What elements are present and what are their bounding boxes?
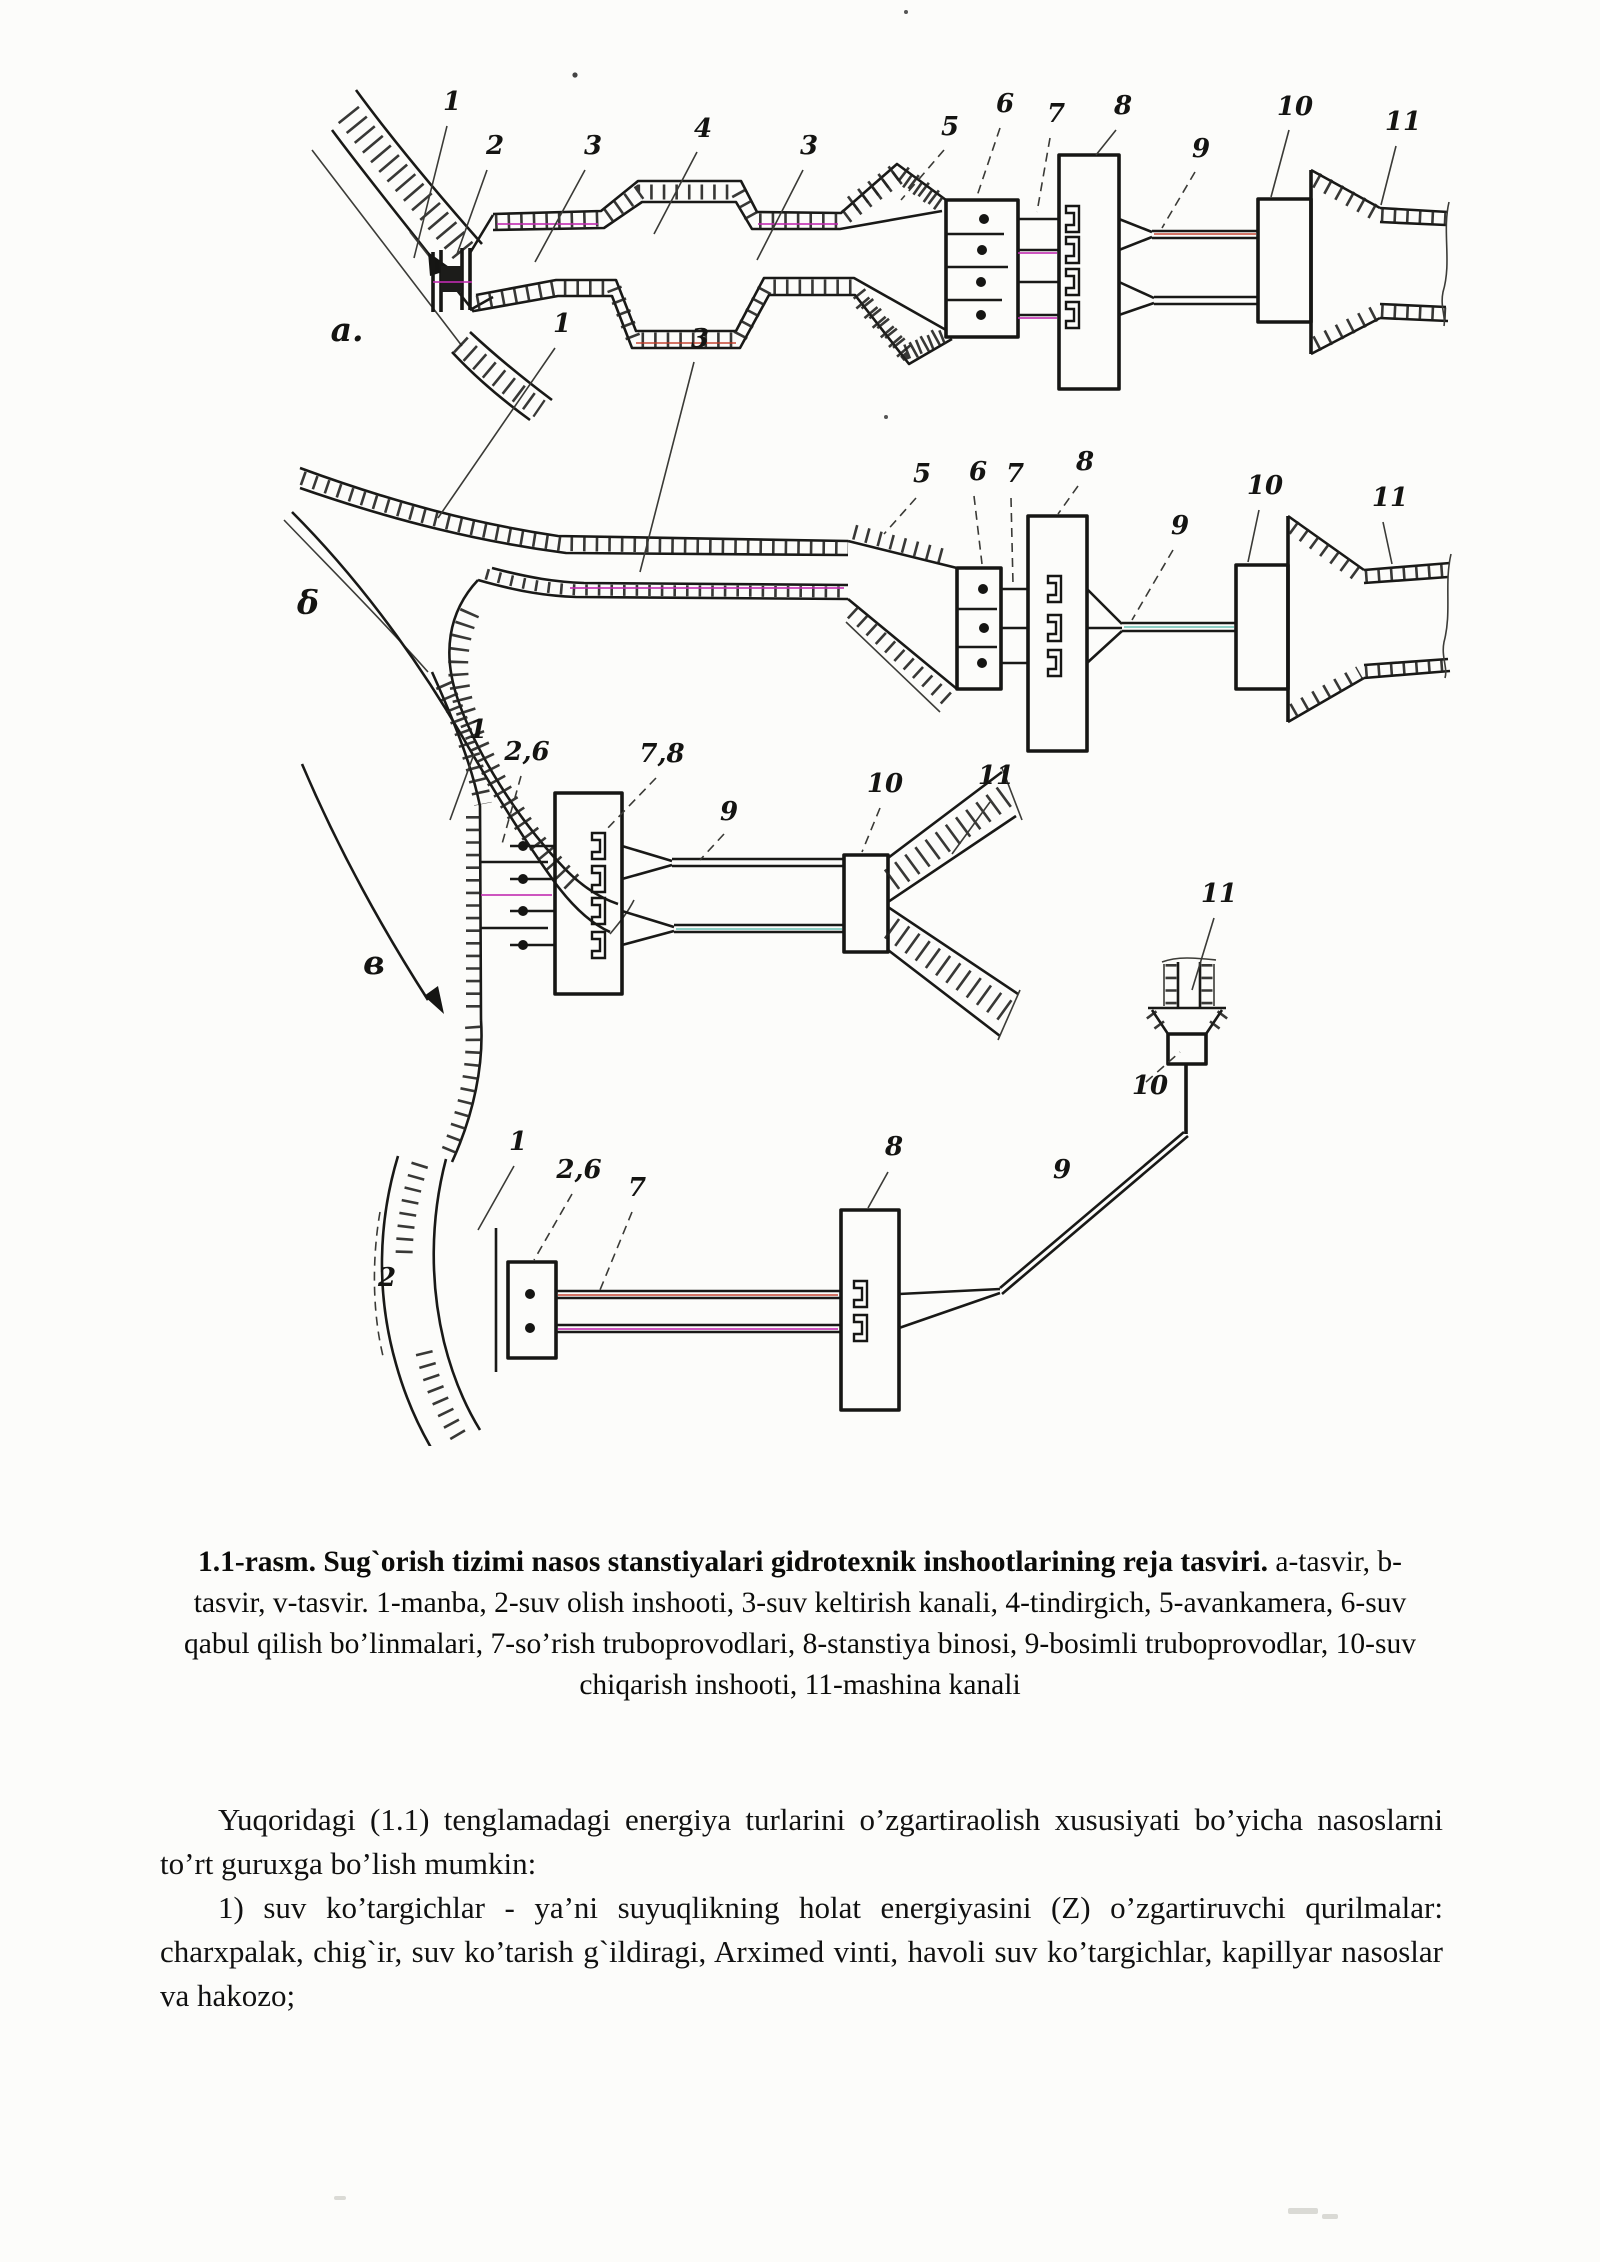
diagram-b: [284, 348, 1451, 934]
figure-number-label-v-1: 1: [468, 715, 488, 745]
figure-number-label-a-8: 8: [1113, 91, 1133, 121]
figure-number-label-v-7,8: 7,8: [639, 739, 685, 769]
figure-number-label-a-4: 4: [693, 114, 713, 144]
figure-number-label-a-3: 3: [583, 131, 603, 161]
figure-number-label-v-9: 9: [719, 797, 739, 827]
body-text: [160, 1798, 1443, 2018]
figure-number-label-d4-2: 2: [377, 1263, 397, 1293]
scan-speck: [572, 72, 577, 77]
figure-number-label-d4-1: 1: [508, 1127, 528, 1157]
figure-number-label-b-5: 5: [912, 459, 932, 489]
figure-number-label-v-10: 10: [866, 769, 904, 799]
figure-number-label-a-7: 7: [1046, 99, 1066, 129]
figure-number-label-v-2,6: 2,6: [504, 737, 550, 767]
figure-number-label-b-9: 9: [1170, 511, 1190, 541]
figure-number-label-b-8: 8: [1075, 447, 1095, 477]
figure-caption-bold: 1.1-rasm. Sug`orish tizimi nasos stanstiyalari gidrotexnik inshootlarining reja tasviri.: [198, 1546, 1268, 1578]
figure-number-label-a-9: 9: [1191, 134, 1211, 164]
panel-letter-b-δ: δ: [296, 583, 320, 622]
body-paragraph: Yuqoridagi (1.1) tenglamadagi energiya turlarini o’zgartiraolish xususiyati bo’yicha nasoslarni to’rt guruxga bo’lish mumkin:: [160, 1802, 1443, 1881]
scan-speck: [904, 10, 908, 14]
figure-number-label-a-5: 5: [940, 112, 960, 142]
panel-letter-a-a.: a.: [330, 310, 364, 349]
figure-number-label-d4-7: 7: [627, 1173, 647, 1203]
scan-smudge: [1288, 2208, 1318, 2214]
figure-number-label-d4-9: 9: [1052, 1155, 1072, 1185]
figure-number-label-b-11: 11: [1371, 483, 1409, 513]
figure-number-label-a-1: 1: [442, 87, 462, 117]
scan-speck: [884, 415, 888, 419]
diagram-a: [312, 90, 1449, 420]
figure-number-label-b-3: 3: [690, 324, 710, 354]
figure-number-label-d4-10: 10: [1131, 1071, 1169, 1101]
diagram-bottom: [374, 918, 1226, 1446]
figure-number-label-v-11: 11: [977, 761, 1015, 791]
figure-caption-rest: a-tasvir, b-tasvir, v-tasvir. 1-manba, 2-suv olish inshooti, 3-suv keltirish kanali, 4-tindirgich, 5-avankamera, 6-suv qabul qilish bo’linmalari, 7-so’rish truboprovodlari, 8-stanstiya binosi, 9-bosimli truboprovodlar, 10-suv chiqarish inshooti, 11-mashina kanali: [184, 1546, 1416, 1701]
figure-number-label-a-11: 11: [1384, 107, 1422, 137]
figure-caption: [180, 1542, 1420, 1706]
figure-number-label-a-3: 3: [799, 131, 819, 161]
figure-number-label-a-6: 6: [995, 89, 1015, 119]
body-paragraph: 1) suv ko’targichlar - ya’ni suyuqlikning holat energiyasini (Z) o’zgartiruvchi qurilmalar: charxpalak, chig`ir, suv ko’tarish g`ildiragi, Arximed vinti, havoli suv ko’targichlar, kapillyar nasoslar va hakozo;: [160, 1890, 1443, 2013]
figure-number-label-b-6: 6: [968, 457, 988, 487]
scan-smudge: [1322, 2214, 1338, 2219]
figure-number-label-b-1: 1: [552, 309, 572, 339]
figure-number-label-d4-11: 11: [1200, 879, 1238, 909]
figure-number-label-b-7: 7: [1005, 459, 1025, 489]
intake-gate: [441, 266, 462, 292]
panel-letter-v-в: в: [363, 943, 385, 982]
figure-number-label-d4-8: 8: [884, 1132, 904, 1162]
figure-number-label-d4-2,6: 2,6: [556, 1155, 602, 1185]
scan-smudge: [334, 2196, 346, 2200]
figure-number-label-a-10: 10: [1276, 92, 1314, 122]
figure-number-label-b-10: 10: [1246, 471, 1284, 501]
figure-number-label-a-2: 2: [485, 131, 505, 161]
